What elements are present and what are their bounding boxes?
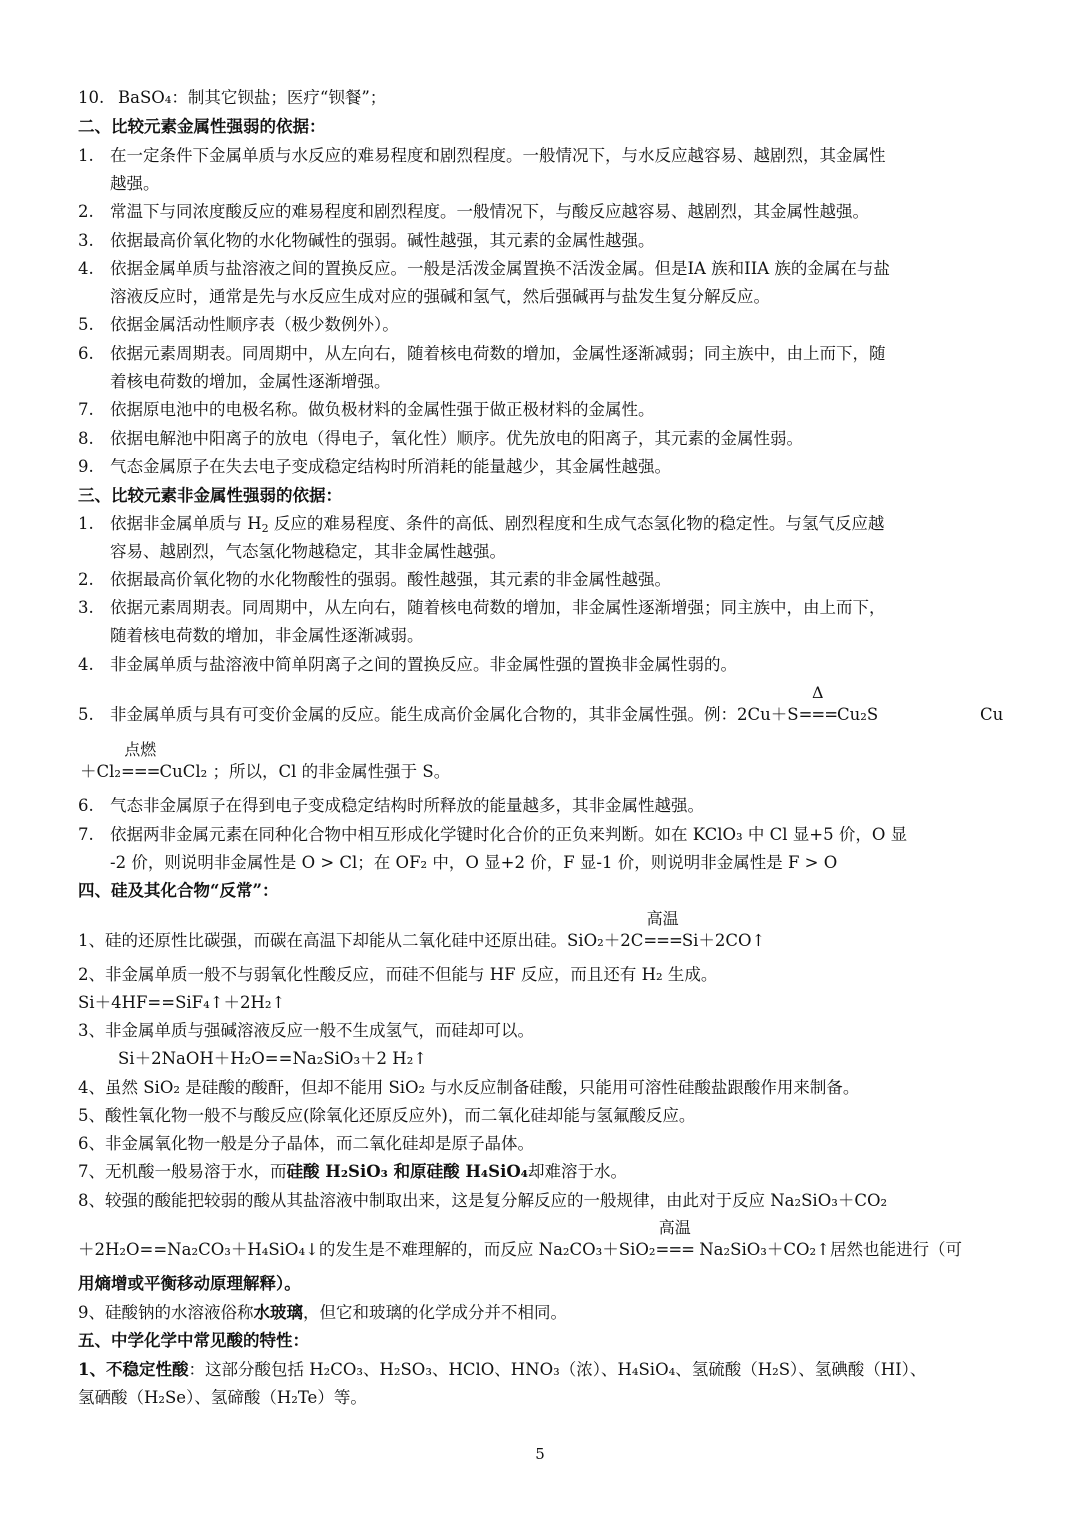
silicon-item-7: 7、无机酸一般易溶于水，而硅酸 H₂SiO₃ 和原硅酸 H₄SiO₄却难溶于水。 [78,1162,627,1181]
reaction-condition-high-temp: 高温 === [643,909,682,950]
silicon-item-2: 2、非金属单质一般不与弱氧化性酸反应，而硅不但能与 HF 反应，而且还有 H₂ 生成。 [78,965,718,984]
silicon-item-9: 9、硅酸钠的水溶液俗称水玻璃，但它和玻璃的化学成分并不相同。 [78,1303,567,1322]
reaction-condition-high-temp-2: 高温 === [655,1218,694,1259]
item-text: BaSO₄：制其它钡盐；医疗“钡餐”； [118,88,387,107]
section-heading-2: 二、比较元素金属性强弱的依据： [78,117,326,136]
section-heading-4: 四、硅及其化合物“反常”： [78,881,279,900]
reaction-condition-ignite: 点燃 === [121,740,160,781]
acid-item-1: 1、不稳定性酸：这部分酸包括 H₂CO₃、H₂SO₃、HClO、HNO₃（浓）、H₄SiO₄、氢硫酸（H₂S）、氢碘酸（HI）、 [78,1360,927,1379]
silicon-item-8: 8、较强的酸能把较弱的酸从其盐溶液中制取出来，这是复分解反应的一般规律，由此对于反应 Na₂SiO₃＋CO₂ [78,1191,888,1210]
silicon-item-3: 3、非金属单质与强碱溶液反应一般不生成氢气，而硅却可以。 [78,1021,534,1040]
silicon-equation-2: Si＋4HF==SiF₄↑＋2H₂↑ [78,993,286,1012]
silicon-equation-3: Si＋2NaOH＋H₂O==Na₂SiO₃＋2 H₂↑ [118,1049,428,1068]
reaction-condition-heat: Δ === [798,683,838,724]
silicon-item-1: 1、硅的还原性比碳强，而碳在高温下却能从二氧化硅中还原出硅。SiO₂＋2C 高温 ===Si＋2CO↑ [78,909,766,950]
page-number: 5 [535,1445,545,1463]
acid-item-1-cont: 氢硒酸（H₂Se）、氢碲酸（H₂Te）等。 [78,1388,367,1407]
silicon-item-4: 4、虽然 SiO₂ 是硅酸的酸酐，但却不能用 SiO₂ 与水反应制备硅酸，只能用可溶性硅酸盐跟酸作用来制备。 [78,1078,860,1097]
item-number: 10. [78,88,105,107]
silicon-item-8-cont: ＋2H₂O==Na₂CO₃＋H₄SiO₄↓的发生是不难理解的，而反应 Na₂CO₃＋SiO₂ 高温 === Na₂SiO₃＋CO₂↑居然也能进行（可 [78,1218,962,1259]
section-heading-5: 五、中学化学中常见酸的特性： [78,1331,309,1350]
silicon-item-8-cont-2: 用熵增或平衡移动原理解释）。 [78,1274,301,1293]
document-page: 10. BaSO₄：制其它钡盐；医疗“钡餐”； 二、比较元素金属性强弱的依据： 1. 在一定条件下金属单质与水反应的难易程度和剧烈程度。一般情况下，与水反应越容易、越剧烈，其金属性 越强。 2. 常温下与同浓度酸反应的难易程度和剧烈程度。一般情况下，与酸反应越容易、越剧烈，其金属性越强。 3. 依据最高价氧化物的水化物碱性的强弱。碱性越强，其元素的金属性越强。 4. 依据金属单质与盐溶液之间的置换反应。一般是活泼金属置换不活泼金属。但是IA 族和IIA 族的金属在与盐 溶液反应时，通常是先与水反应生成对应的强碱和氢气，然后强碱再与盐发生复分解反应。 5. 依据金属活动性顺序表（极少数例外）。 6. 依据元素周期表。同周期中，从左向右，随着核电荷数的增加，金属性逐渐减弱；同主族中，由上而下，随 着核电荷数的增加，金属性逐渐增强。 7. 依据原电池中的电极名称。做负极材料的金属性强于做正极材料的金属性。 8. 依据电解池中阳离子的放电（得电子，氧化性）顺序。优先放电的阳离子，其元素的金属性弱。 9. 气态金属原子在失去电子变成稳定结构时所消耗的能量越少，其金属性越强。 三、比较元素非金属性强弱的依据： 1. 依据非金属单质与 $H_2$ 反应的难易程度、条件的高低、剧烈程度和生成气态氢化物的稳定性。与氢气反应越 容易、越剧烈，气态氢化物越稳定，其非金属性越强。 2. 依据最高价氧化物的水化物酸性的强弱。酸性越强，其元素的非金属性越强。 3. 依据元素周期表。同周期中，从左向右，随着核电荷数的增加，非金属性逐渐增强；同主族中，由上而下， 随着核电荷数的增加，非金属性逐渐减弱。 4. 非金属单质与盐溶液中简单阴离子之间的置换反应。非金属性强的置换非金属性弱的。 5. 非金属单质与具有可变价金属的反应。能生成高价金属化合物的，其非金属性强。例：2Cu＋S Δ ===Cu₂S Cu ＋Cl₂ 点燃 ===CuCl₂ ；所以，Cl 的非金属性强于 S。 6. 气态非金属原子在得到电子变成稳定结构时所释放的能量越多，其非金属性越强。 7. 依据两非金属元素在同种化合物中相互形成化学键时化合价的正负来判断。如在 KClO₃ 中 Cl 显+5 价，O 显 -2 价，则说明非金属性是 O > Cl；在 OF₂ 中，O 显+2 价，F 显-1 价，则说明非金属性是 F > O 四、硅及其化合物“反常”： 1、硅的还原性比碳强，而碳在高温下却能从二氧化硅中还原出硅。SiO₂＋2C 高温 ===Si＋2CO↑ 2、非金属单质一般不与弱氧化性酸反应，而硅不但能与 HF 反应，而且还有 H₂ 生成。 Si＋4HF==SiF₄↑＋2H₂↑ 3、非金属单质与强碱溶液反应一般不生成氢气，而硅却可以。 Si＋2NaOH＋H₂O==Na₂SiO₃＋2 H₂↑ 4、虽然 SiO₂ 是硅酸的酸酐，但却不能用 SiO₂ 与水反应制备硅酸，只能用可溶性硅酸盐跟酸作用来制备。 5、酸性氧化物一般不与酸反应(除氧化还原反应外)，而二氧化硅却能与氢氟酸反应。 6、非金属氧化物一般是分子晶体，而二氧化硅却是原子晶体。 7、无机酸一般易溶于水，而硅酸 H₂SiO₃ 和原硅酸 H₄SiO₄却难溶于水。 8、较强的酸能把较弱的酸从其盐溶液中制取出来，这是复分解反应的一般规律，由此对于反应 Na₂SiO₃＋CO₂ ＋2H₂O==Na₂CO₃＋H₄SiO₄↓的发生是不难理解的，而反应 Na₂CO₃＋SiO₂ 高温 === Na₂SiO₃＋CO₂↑居然也能进行（可 用熵增或平衡移动原理解释）。 9、硅酸钠的水溶液俗称水玻璃，但它和玻璃的化学成分并不相同。 五、中学化学中常见酸的特性： 1、不稳定性酸：这部分酸包括 H₂CO₃、H₂SO₃、HClO、HNO₃（浓）、H₄SiO₄、氢硫酸（H₂S）、氢碘酸（HI）、 氢硒酸（H₂Se）、氢碲酸（H₂Te）等。 5 [0,0,1080,1527]
section-heading-3: 三、比较元素非金属性强弱的依据： [78,486,342,505]
silicon-item-5: 5、酸性氧化物一般不与酸反应(除氧化还原反应外)，而二氧化硅却能与氢氟酸反应。 [78,1106,696,1125]
silicon-item-6: 6、非金属氧化物一般是分子晶体，而二氧化硅却是原子晶体。 [78,1134,534,1153]
